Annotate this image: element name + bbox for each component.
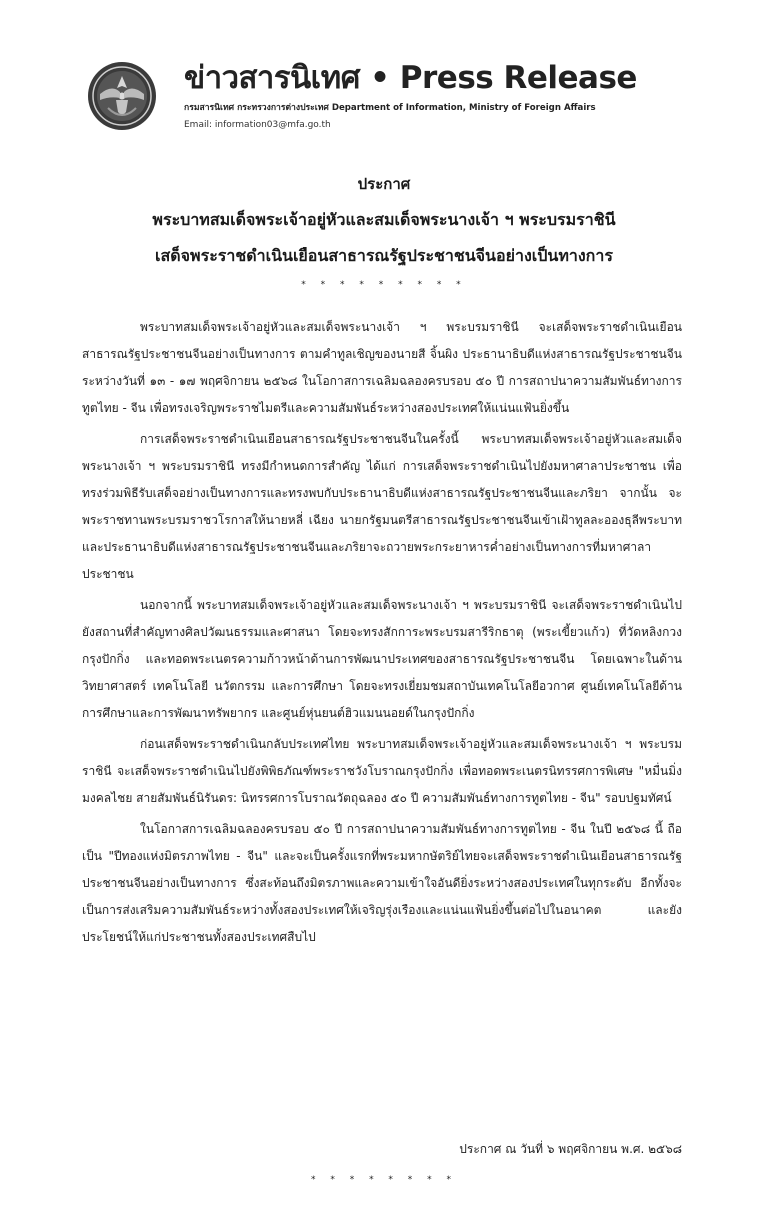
contact-email: Email: information03@mfa.go.th: [184, 120, 331, 130]
announcement-label: ประกาศ: [357, 175, 411, 193]
body-paragraph: ก่อนเสด็จพระราชดำเนินกลับประเทศไทย พระบาทสมเด็จพระเจ้าอยู่หัวและสมเด็จพระนางเจ้า ฯ พระบรมราชินี จะเสด็จพระราชดำเนินไปยังพิพิธภัณฑ์พระราชวังโบราณกรุงปักกิ่ง เพื่อทอดพระเนตรนิทรรศการพิเศษ "หมื่นมิ่งมงคลไชย สายสัมพันธ์นิรันดร: นิทรรศการโบราณวัตถุฉลอง ๕๐ ปี ความสัมพันธ์ทางการทูตไทย - จีน" รอบปฐมทัศน์: [82, 737, 682, 805]
press-release-title: ข่าวสารนิเทศ • Press Release: [184, 60, 637, 96]
press-release-body: [82, 314, 682, 955]
body-paragraph: การเสด็จพระราชดำเนินเยือนสาธารณรัฐประชาชนจีนในครั้งนี้ พระบาทสมเด็จพระเจ้าอยู่หัวและสมเด็จพระนางเจ้า ฯ พระบรมราชินี ทรงมีกำหนดการสำคัญ ได้แก่ การเสด็จพระราชดำเนินไปยังมหาศาลาประชาชน เพื่อทรงร่วมพิธีรับเสด็จอย่างเป็นทางการและทรงพบกับประธานาธิบดีแห่งสาธารณรัฐประชาชนจีนและภริยา จากนั้น จะพระราชทานพระบรมราชวโรกาสให้นายหลี่ เฉียง นายกรัฐมนตรีสาธารณรัฐประชาชนจีนเข้าเฝ้าทูลละอองธุลีพระบาท และประธานาธิบดีแห่งสาธารณรัฐประชาชนจีนและภริยาจะถวายพระกระยาหารค่ำอย่างเป็นทางการที่มหาศาลาประชาชน: [82, 432, 682, 581]
body-paragraph: นอกจากนี้ พระบาทสมเด็จพระเจ้าอยู่หัวและสมเด็จพระนางเจ้า ฯ พระบรมราชินี จะเสด็จพระราชดำเนินไปยังสถานที่สำคัญทางศิลปวัฒนธรรมและศาสนา โดยจะทรงสักการะพระบรมสารีริกธาตุ (พระเขี้ยวแก้ว) ที่วัดหลิงกวง กรุงปักกิ่ง และทอดพระเนตรความก้าวหน้าด้านการพัฒนาประเทศของสาธารณรัฐประชาชนจีน โดยเฉพาะในด้านวิทยาศาสตร์ เทคโนโลยี นวัตกรรม และการศึกษา โดยจะทรงเยี่ยมชมสถาบันเทคโนโลยีอวกาศ ศูนย์เทคโนโลยีด้านการศึกษาและการพัฒนาทรัพยากร และศูนย์หุ่นยนต์ฮิวแมนนอยด์ในกรุงปักกิ่ง: [82, 598, 682, 720]
announcement-date: ประกาศ ณ วันที่ ๖ พฤศจิกายน พ.ศ. ๒๕๖๘: [459, 1142, 682, 1156]
body-paragraph: ในโอกาสการเฉลิมฉลองครบรอบ ๕๐ ปี การสถาปนาความสัมพันธ์ทางการทูตไทย - จีน ในปี ๒๕๖๘ นี้ ถือเป็น "ปีทองแห่งมิตรภาพไทย - จีน" และจะเป็นครั้งแรกที่พระมหากษัตริย์ไทยจะเสด็จพระราชดำเนินเยือนสาธารณรัฐประชาชนจีนอย่างเป็นทางการ ซึ่งสะท้อนถึงมิตรภาพและความเข้าใจอันดียิ่งระหว่างสองประเทศในทุกระดับ อีกทั้งจะเป็นการส่งเสริมความสัมพันธ์ระหว่างทั้งสองประเทศให้เจริญรุ่งเรืองและแน่นแฟ้นยิ่งขึ้นต่อไปในอนาคต และยังประโยชน์ให้แก่ประชาชนทั้งสองประเทศสืบไป: [82, 822, 682, 944]
title-separator: * * * * * * * * *: [301, 280, 467, 290]
department-name: กรมสารนิเทศ กระทรวงการต่างประเทศ Department of Information, Ministry of Foreign Affairs: [184, 103, 596, 113]
body-paragraph: พระบาทสมเด็จพระเจ้าอยู่หัวและสมเด็จพระนางเจ้า ฯ พระบรมราชินี จะเสด็จพระราชดำเนินเยือนสาธารณรัฐประชาชนจีนอย่างเป็นทางการ ตามคำทูลเชิญของนายสี จิ้นผิง ประธานาธิบดีแห่งสาธารณรัฐประชาชนจีน ระหว่างวันที่ ๑๓ - ๑๗ พฤศจิกายน ๒๕๖๘ ในโอกาสการเฉลิมฉลองครบรอบ ๕๐ ปี การสถาปนาความสัมพันธ์ทางการทูตไทย - จีน เพื่อทรงเจริญพระราชไมตรีและความสัมพันธ์ระหว่างสองประเทศให้แน่นแฟ้นยิ่งขึ้น: [82, 320, 682, 415]
end-separator: * * * * * * * *: [310, 1175, 458, 1185]
garuda-seal-icon: [86, 60, 158, 132]
press-release-header: [86, 52, 726, 142]
announcement-title-line1: พระบาทสมเด็จพระเจ้าอยู่หัวและสมเด็จพระนางเจ้า ฯ พระบรมราชินี: [152, 210, 616, 229]
announcement-title-line2: เสด็จพระราชดำเนินเยือนสาธารณรัฐประชาชนจีนอย่างเป็นทางการ: [155, 246, 613, 265]
